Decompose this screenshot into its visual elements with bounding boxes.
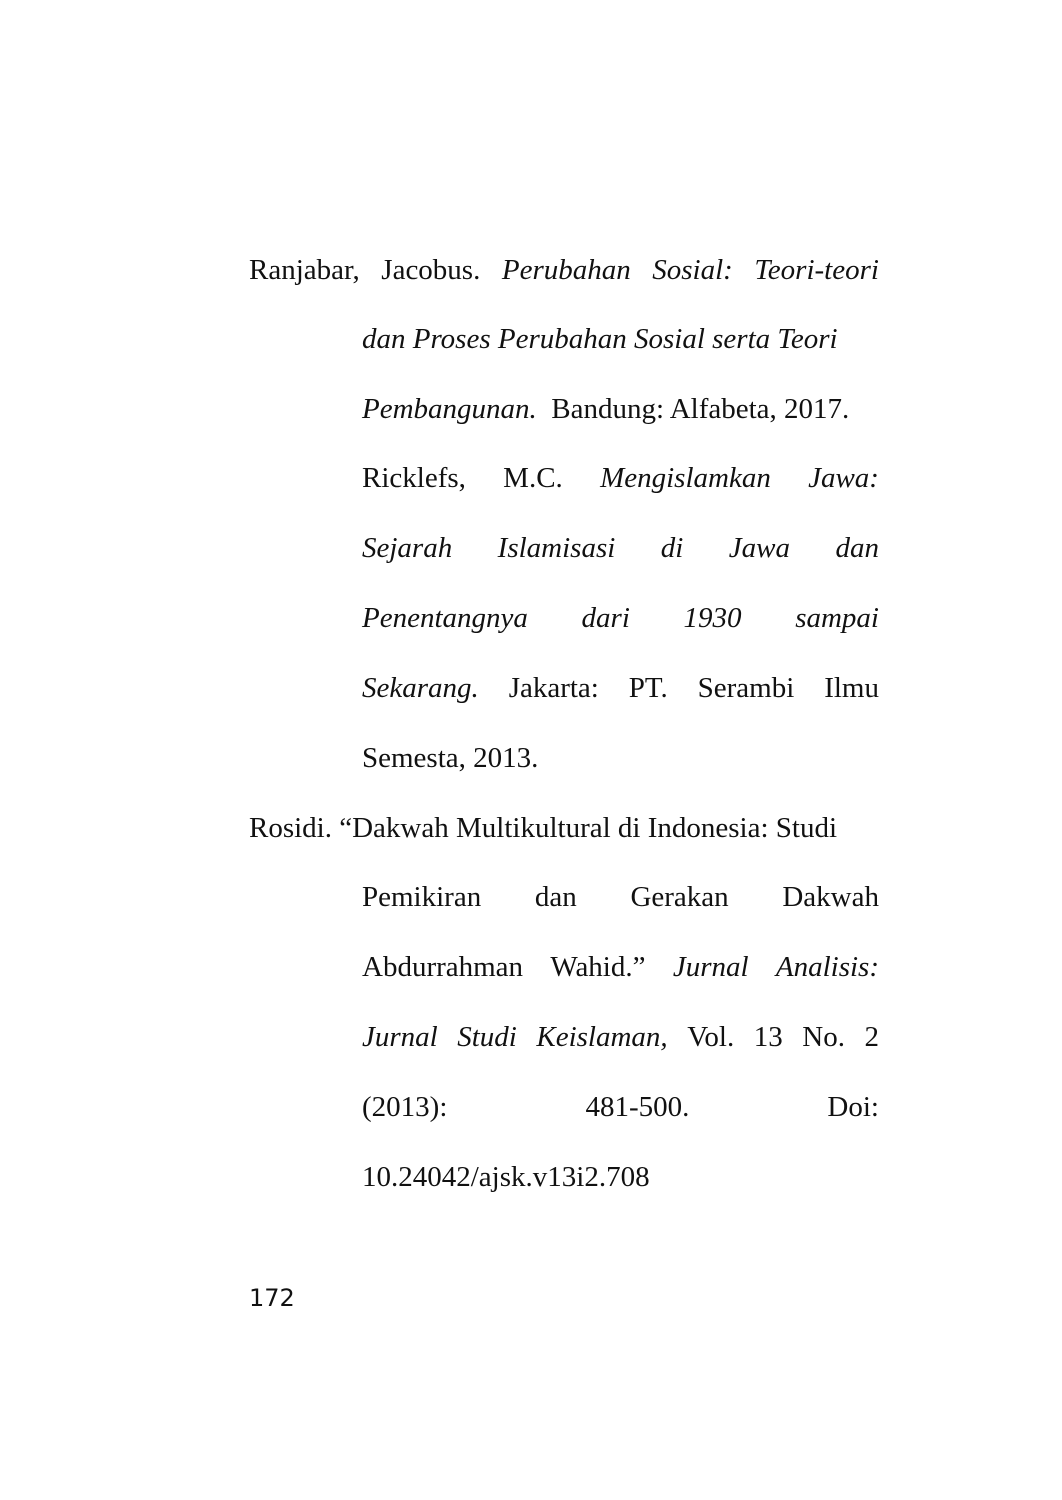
entry-line xyxy=(362,879,879,915)
journal-title: Keislaman, xyxy=(536,1021,668,1053)
journal-title: Jurnal xyxy=(362,1021,438,1053)
book-title: di xyxy=(660,532,684,564)
book-title: Pembangunan. xyxy=(362,393,537,425)
book-title: Jawa: xyxy=(808,462,879,494)
journal-title: Analisis: xyxy=(775,951,879,983)
volume-info: 13 xyxy=(753,1021,783,1053)
book-title: Sosial: xyxy=(652,254,733,286)
entry-line xyxy=(362,530,879,566)
author-name: Ricklefs, xyxy=(362,462,466,494)
entry-line xyxy=(362,949,879,985)
book-title: 1930 xyxy=(683,602,742,634)
article-title: dan xyxy=(534,881,577,913)
book-title: Sejarah xyxy=(362,532,453,564)
volume-info: (2013): xyxy=(362,1091,448,1123)
entry-line xyxy=(362,740,879,776)
journal-title: Jurnal xyxy=(672,951,749,983)
author-name: Ranjabar, xyxy=(249,254,360,286)
journal-title: Studi xyxy=(457,1021,517,1053)
entry-line xyxy=(249,252,879,288)
book-title: Perubahan xyxy=(501,254,631,286)
book-title: Jawa xyxy=(728,532,790,564)
publisher-info: Semesta, 2013. xyxy=(362,742,539,774)
entry-line xyxy=(362,460,879,496)
article-title: Gerakan xyxy=(630,881,729,913)
publisher-info: Serambi xyxy=(697,672,795,704)
article-title: Rosidi. “Dakwah Multikultural di Indonesia: Studi xyxy=(249,812,838,844)
publisher-info: PT. xyxy=(628,672,668,704)
book-title: dari xyxy=(581,602,630,634)
page-number: 172 xyxy=(249,1284,295,1312)
entry-line xyxy=(362,321,879,357)
volume-info: Vol. xyxy=(687,1021,735,1053)
book-title: Sekarang. xyxy=(362,672,479,704)
entry-line xyxy=(362,391,879,427)
author-name: M.C. xyxy=(503,462,563,494)
doi-value: 10.24042/ajsk.v13i2.708 xyxy=(362,1161,650,1193)
entry-line xyxy=(362,1159,879,1195)
book-title: Islamisasi xyxy=(497,532,616,564)
volume-info: No. xyxy=(802,1021,845,1053)
article-title: Pemikiran xyxy=(362,881,482,913)
entry-line xyxy=(362,670,879,706)
doi-label: Doi: xyxy=(827,1091,879,1123)
volume-info: 2 xyxy=(864,1021,879,1053)
page-range: 481-500. xyxy=(585,1091,690,1123)
book-title: Mengislamkan xyxy=(600,462,771,494)
publisher-info: Ilmu xyxy=(824,672,879,704)
entry-line xyxy=(362,1089,879,1125)
publisher-info: Jakarta: xyxy=(508,672,599,704)
article-title: Dakwah xyxy=(782,881,879,913)
author-name: Jacobus. xyxy=(381,254,481,286)
book-title: Teori-teori xyxy=(754,254,879,286)
book-title: Penentangnya xyxy=(362,602,528,634)
book-title: sampai xyxy=(795,602,879,634)
entry-line xyxy=(362,600,879,636)
publisher-info: Bandung: Alfabeta, 2017. xyxy=(551,393,850,425)
entry-line xyxy=(362,1019,879,1055)
article-title: Wahid.” xyxy=(550,951,646,983)
book-title: dan xyxy=(835,532,879,564)
article-title: Abdurrahman xyxy=(362,951,524,983)
entry-line xyxy=(249,810,879,846)
book-title: dan Proses Perubahan Sosial serta Teori xyxy=(362,323,838,355)
